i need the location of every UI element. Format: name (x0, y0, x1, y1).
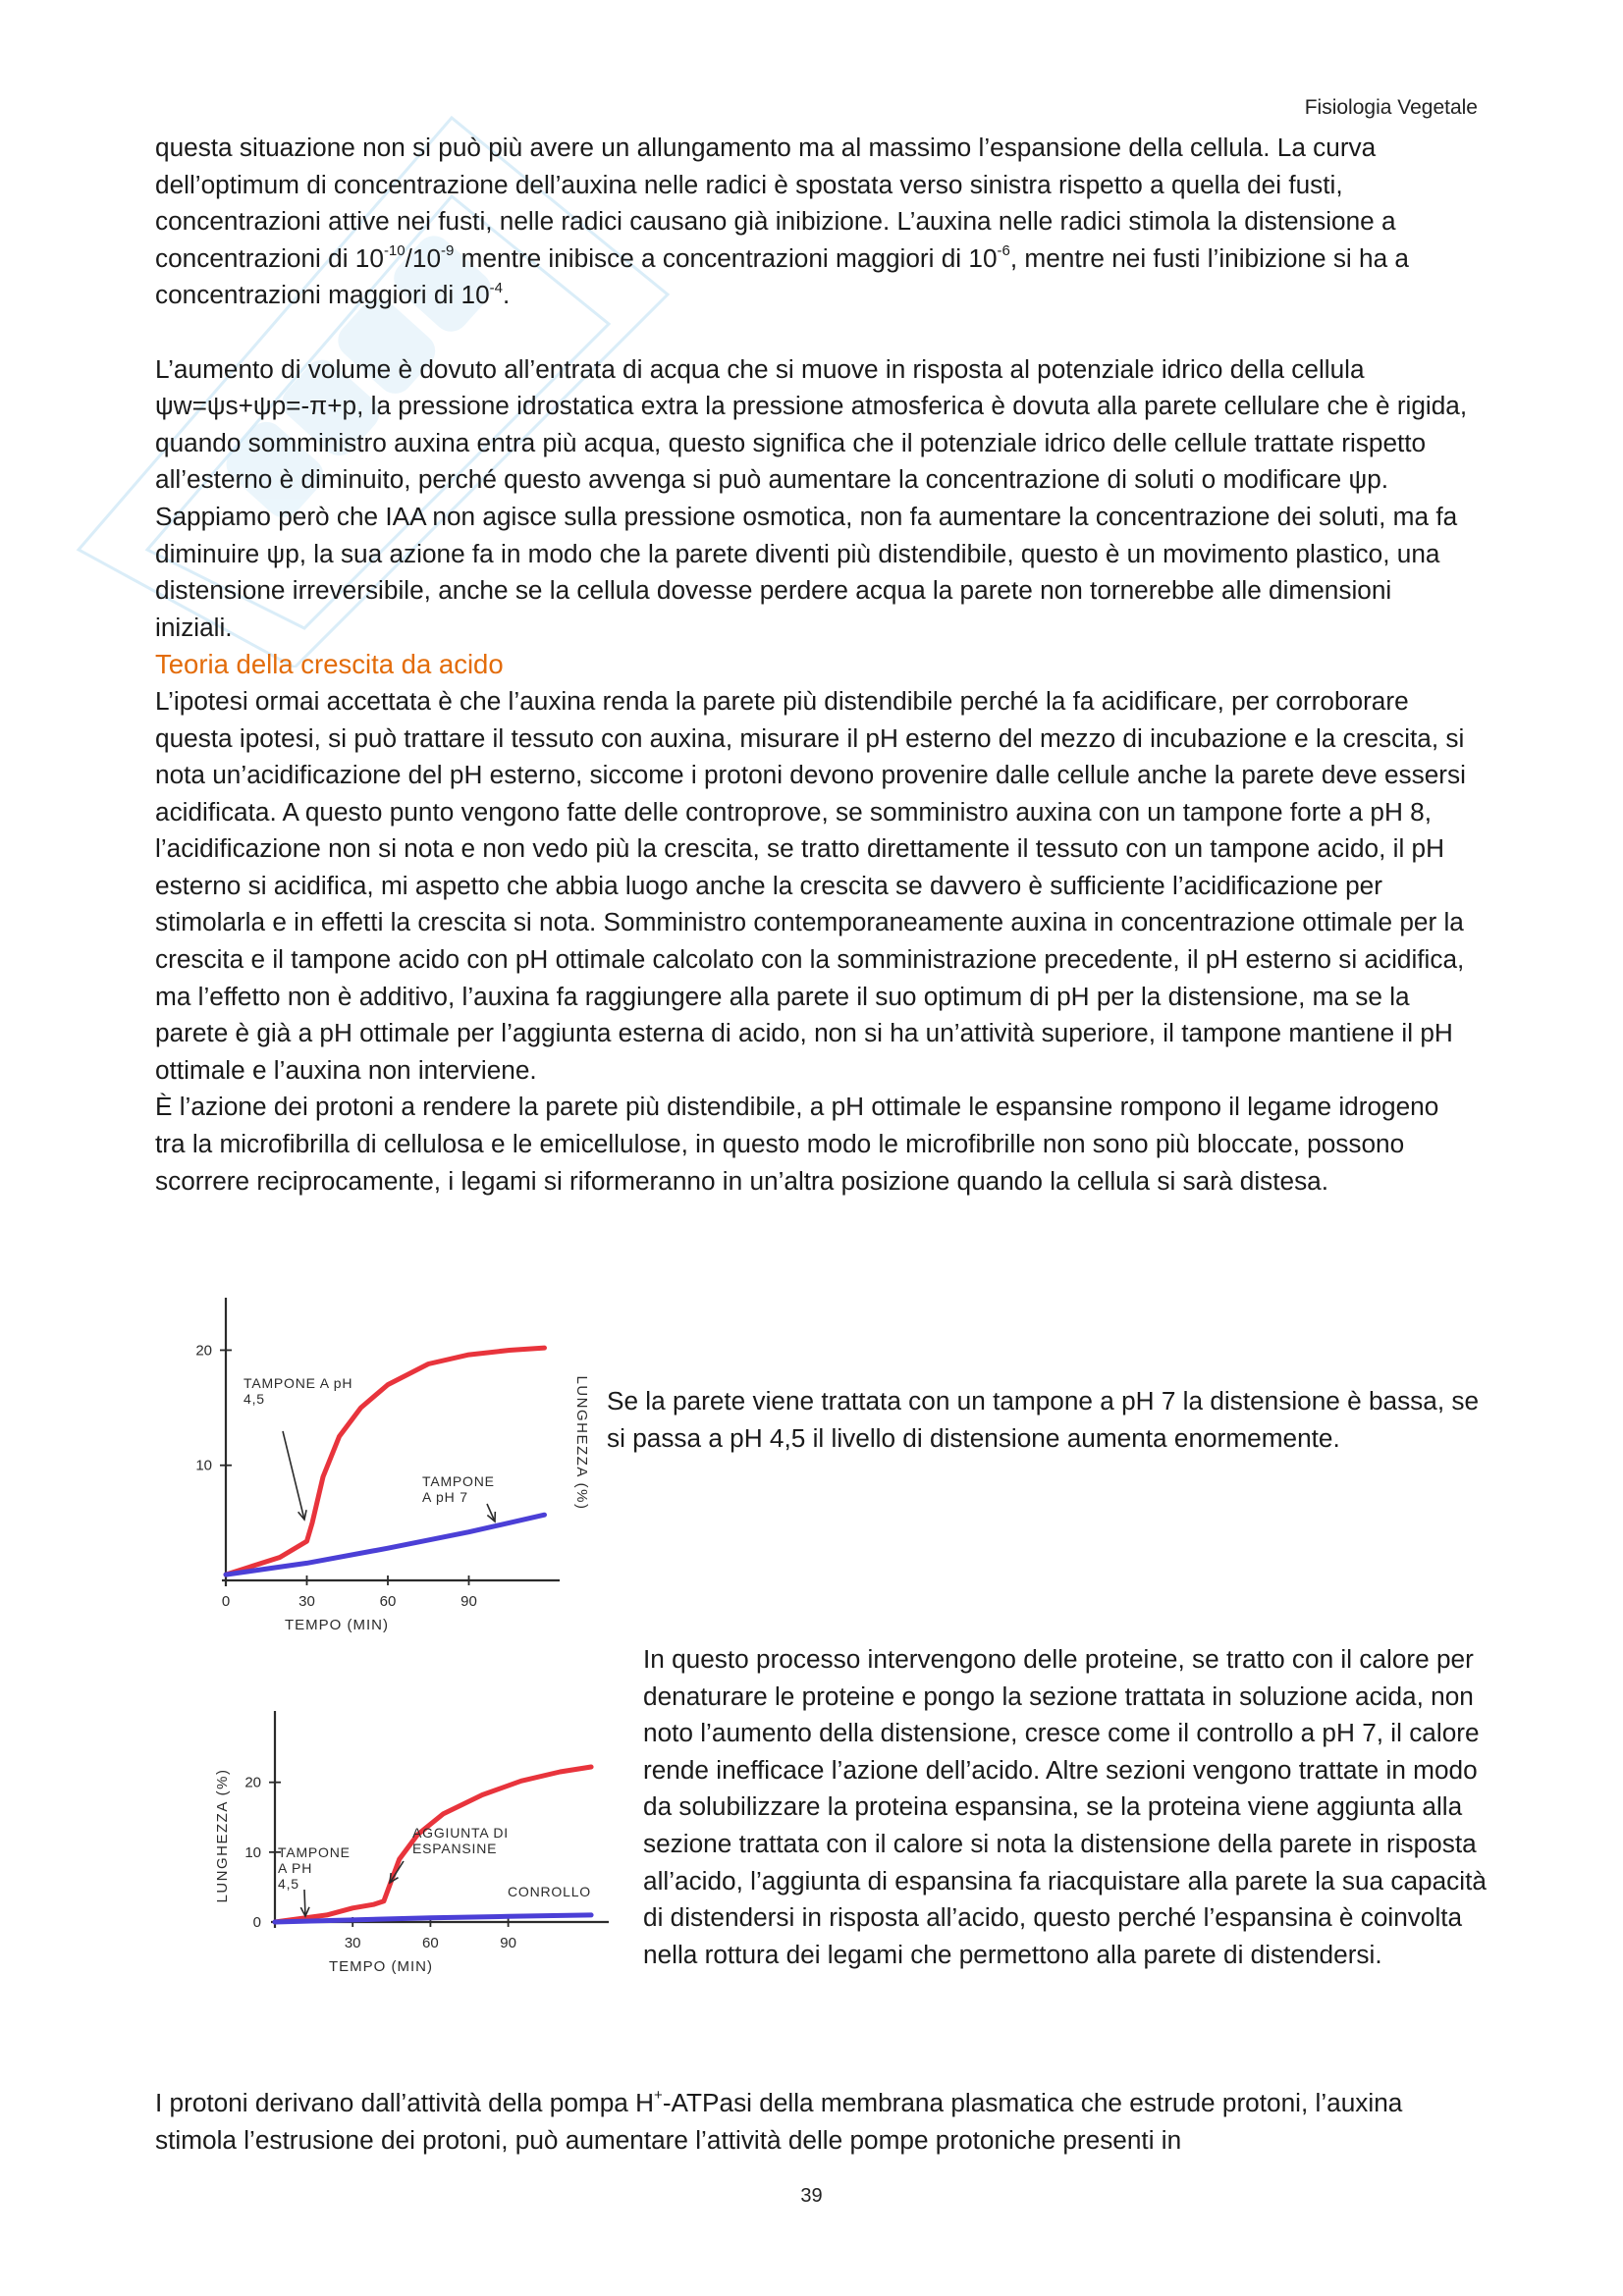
x-tick-label: 90 (500, 1935, 516, 1951)
section-title: Teoria della crescita da acido (155, 649, 504, 680)
paragraph-water-potential: L’aumento di volume è dovuto all’entrata di acqua che si muove in risposta al potenziale idrico della cellula ψw=ψs+ψp=-π+p, la pressione idrostatica extra la pressione atmosferica è dovuta alla parete cellulare che è rigida, quando somministro auxina entra più acqua, questo significa che il potenziale idrico delle cellule trattate rispetto all’esterno è diminuito, perché questo avvenga si può aumentare la concentrazione di soluti o modificare ψp. Sappiamo però che IAA non agisce sulla pressione osmotica, non fa aumentare la concentrazione dei soluti, ma fa diminuire ψp, la sua azione fa in modo che la parete diventi più distendibile, questo è un movimento plastico, una distensione irreversibile, anche se la cellula dovesse perdere acqua la parete non tornerebbe alle dimensioni iniziali. (155, 353, 1468, 642)
figure-expansin-chart (201, 1669, 623, 2022)
chart-ph-buffer (157, 1286, 609, 1634)
body-top (155, 130, 1476, 1200)
annotation-label: A pH 7 (422, 1489, 468, 1505)
annotation-arrow (283, 1431, 304, 1520)
figure1-caption: Se la parete viene trattata con un tampone a pH 7 la distensione è bassa, se si passa a pH 4,5 il livello di distensione aumenta enormemente. (607, 1386, 1480, 1453)
chart-expansin (201, 1669, 623, 2022)
x-tick-label: 30 (344, 1935, 361, 1951)
x-tick-label: 30 (298, 1593, 315, 1610)
x-tick-label: 60 (422, 1935, 439, 1951)
x-axis-label: TEMPO (MIN) (329, 1958, 433, 1975)
paragraph-proton-pump: I protoni derivano dall’attività della pompa H+-ATPasi della membrana plasmatica che estrude protoni, l’auxina stimola l’estrusione dei protoni, può aumentare l’attività delle pompe protoniche presenti in (155, 2087, 1403, 2155)
annotation-label: CONROLLO (508, 1884, 591, 1899)
body-bottom (155, 2085, 1476, 2159)
x-tick-label: 90 (460, 1593, 477, 1610)
y-tick-label: 20 (195, 1342, 212, 1360)
annotation-label: AGGIUNTA DI (412, 1825, 509, 1841)
figure2-caption: In questo processo intervengono delle proteine, se tratto con il calore per denaturare le proteine e pongo la sezione trattata in soluzione acida, non noto l’aumento della distensione, cresce come il controllo a pH 7, il calore rende inefficace l’azione dell’acido. Altre sezioni vengono trattate in modo da solubilizzare la proteina espansina, se la proteina viene aggiunta alla sezione trattata con il calore si nota la distensione della parete in risposta all’acido, l’aggiunta di espansina fa riacquistare alla parete la sua capacità di distendersi in risposta all’acido, questo perché l’espansina è coinvolta nella rottura dei legami che permettono alla parete di distendersi. (643, 1644, 1487, 1969)
series-line-blue (226, 1515, 545, 1575)
y-tick-label: 20 (244, 1774, 261, 1791)
paragraph-acid-growth: L’ipotesi ormai accettata è che l’auxina renda la parete più distendibile perché la fa acidificare, per corroborare questa ipotesi, si può trattare il tessuto con auxina, misurare il pH esterno del mezzo di incubazione e la crescita, si nota un’acidificazione del pH esterno, siccome i protoni devono provenire dalle cellule anche la parete deve essersi acidificata. A questo punto vengono fatte delle controprove, se somministro auxina con un tampone forte a pH 8, l’acidificazione non si nota e non vedo più la crescita, se tratto direttamente il tessuto con un tampone acido, il pH esterno si acidifica, mi aspetto che abbia luogo anche la crescita se davvero è sufficiente l’acidificazione per stimolarla e in effetti la crescita si nota. Somministro contemporaneamente auxina in concentrazione ottimale per la crescita e il tampone acido con pH ottimale calcolato con la somministrazione precedente, il pH esterno si acidifica, ma l’effetto non è additivo, l’auxina fa raggiungere alla parete il suo optimum di pH per la distensione, ma se la parete è già a pH ottimale per l’aggiunta esterna di acido, non si ha un’attività superiore, il tampone mantiene il pH ottimale e l’auxina non interviene. (155, 685, 1466, 1085)
page-header: Fisiologia Vegetale (1304, 96, 1478, 119)
annotation-label: 4,5 (243, 1391, 265, 1407)
y-tick-label: 10 (244, 1843, 261, 1861)
y-axis-label: LUNGHEZZA (%) (214, 1768, 231, 1903)
x-tick-label: 0 (221, 1593, 231, 1610)
y-tick-label: 10 (195, 1457, 212, 1474)
annotation-label: 4,5 (278, 1876, 299, 1892)
annotation-label: A PH (278, 1860, 313, 1876)
annotation-label: TAMPONE (422, 1473, 495, 1489)
x-axis-label: TEMPO (MIN) (285, 1617, 389, 1633)
annotation-label: TAMPONE A pH (243, 1375, 353, 1391)
figure-ph-buffer-chart (157, 1286, 609, 1634)
annotation-label: ESPANSINE (412, 1841, 498, 1856)
annotation-label: TAMPONE (278, 1844, 351, 1860)
y-tick-label: 0 (252, 1914, 261, 1931)
paragraph-auxin-concentration: questa situazione non si può più avere un allungamento ma al massimo l’espansione della cellula. La curva dell’optimum di concentrazione dell’auxina nelle radici è spostata verso sinistra rispetto a quella dei fusti, concentrazioni attive nei fusti, nelle radici causano già inibizione. L’auxina nelle radici stimola la distensione a concentrazioni di $10^{-10}/10^{-9}$ mentre inibisce a concentrazioni maggiori di $10^{-6}$, mentre nei fusti l’inibizione si ha a concentrazioni maggiori di $10^{-4}$. (155, 133, 1409, 310)
page-number: 39 (800, 2185, 823, 2207)
x-tick-label: 60 (379, 1593, 397, 1610)
annotation-arrow (304, 1890, 305, 1916)
paragraph-protons-expansins: È l’azione dei protoni a rendere la parete più distendibile, a pH ottimale le espansine rompono il legame idrogeno tra la microfibrilla di cellulosa e le emicellulose, in questo modo le microfibrille non sono più bloccate, possono scorrere reciprocamente, i legami si riformeranno in un’altra posizione quando la cellula si sarà distesa. (155, 1092, 1439, 1196)
y-axis-label: LUNGHEZZA (%) (573, 1375, 590, 1511)
